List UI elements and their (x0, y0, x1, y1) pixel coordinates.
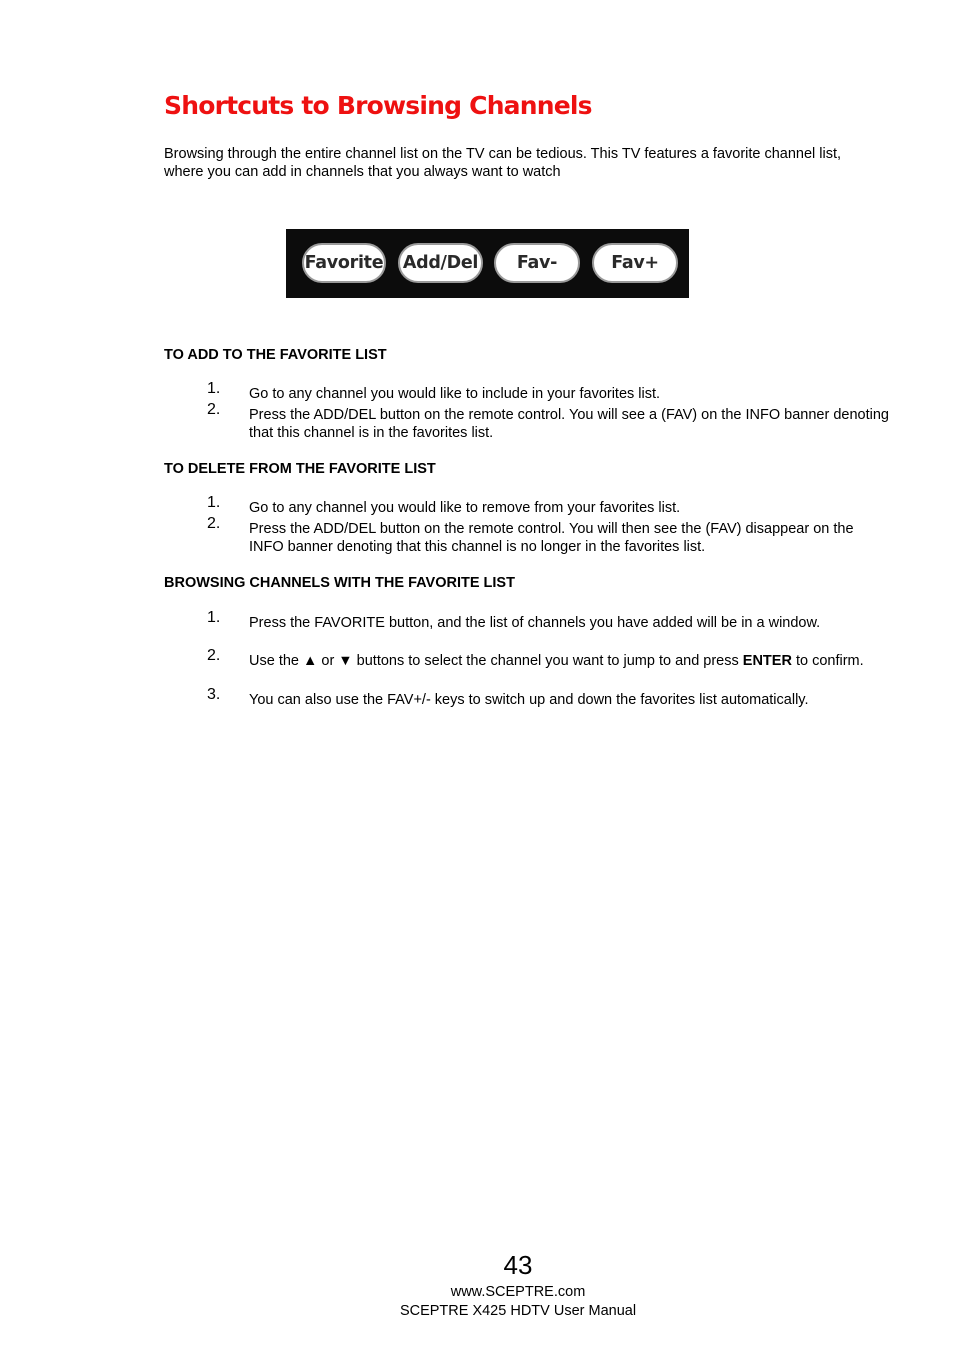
step-text (249, 652, 889, 670)
step-text: Go to any channel you would like to remove from your favorites list. (249, 500, 681, 516)
step-number: 2. (207, 401, 221, 418)
enter-key-label: ENTER (742, 653, 792, 669)
intro-paragraph: Browsing through the entire channel list on the TV can be tedious. This TV features a favorite channel list, where you can add in channels that you always want to watch (164, 146, 842, 180)
add-del-button-graphic: Add/Del (398, 243, 483, 283)
fav-minus-button-graphic: Fav- (494, 243, 580, 283)
section-heading-add: TO ADD TO THE FAVORITE LIST (164, 347, 387, 363)
fav-plus-button-graphic: Fav+ (592, 243, 678, 283)
page-title: Shortcuts to Browsing Channels (164, 91, 592, 120)
footer-website: www.SCEPTRE.com (450, 1284, 586, 1300)
footer-manual-title: SCEPTRE X425 HDTV User Manual (399, 1303, 637, 1319)
favorite-button-graphic: Favorite (302, 243, 386, 283)
step-number: 2. (207, 515, 221, 532)
step-text: Go to any channel you would like to include in your favorites list. (249, 386, 661, 402)
step-text: You can also use the FAV+/- keys to switch up and down the favorites list automatically. (249, 692, 809, 708)
step-text-after: to confirm. (791, 653, 864, 669)
remote-buttons-image (286, 229, 689, 298)
step-number: 2. (207, 647, 221, 664)
step-text-before: Use the ▲ or ▼ buttons to select the channel you want to jump to and press (249, 653, 743, 669)
section-heading-delete: TO DELETE FROM THE FAVORITE LIST (164, 461, 436, 477)
step-number: 1. (207, 609, 221, 626)
step-text: Press the ADD/DEL button on the remote control. You will see a (FAV) on the INFO banner denoting that this channel is in the favorites list. (249, 407, 889, 441)
section-heading-browsing: BROWSING CHANNELS WITH THE FAVORITE LIST (164, 575, 515, 591)
step-number: 1. (207, 380, 221, 397)
step-text: Press the FAVORITE button, and the list of channels you have added will be in a window. (249, 615, 821, 631)
step-text: Press the ADD/DEL button on the remote control. You will then see the (FAV) disappear on the INFO banner denoting that this channel is no longer in the favorites list. (249, 521, 854, 555)
step-number: 3. (207, 686, 221, 703)
step-number: 1. (207, 494, 221, 511)
page-number: 43 (503, 1250, 533, 1280)
